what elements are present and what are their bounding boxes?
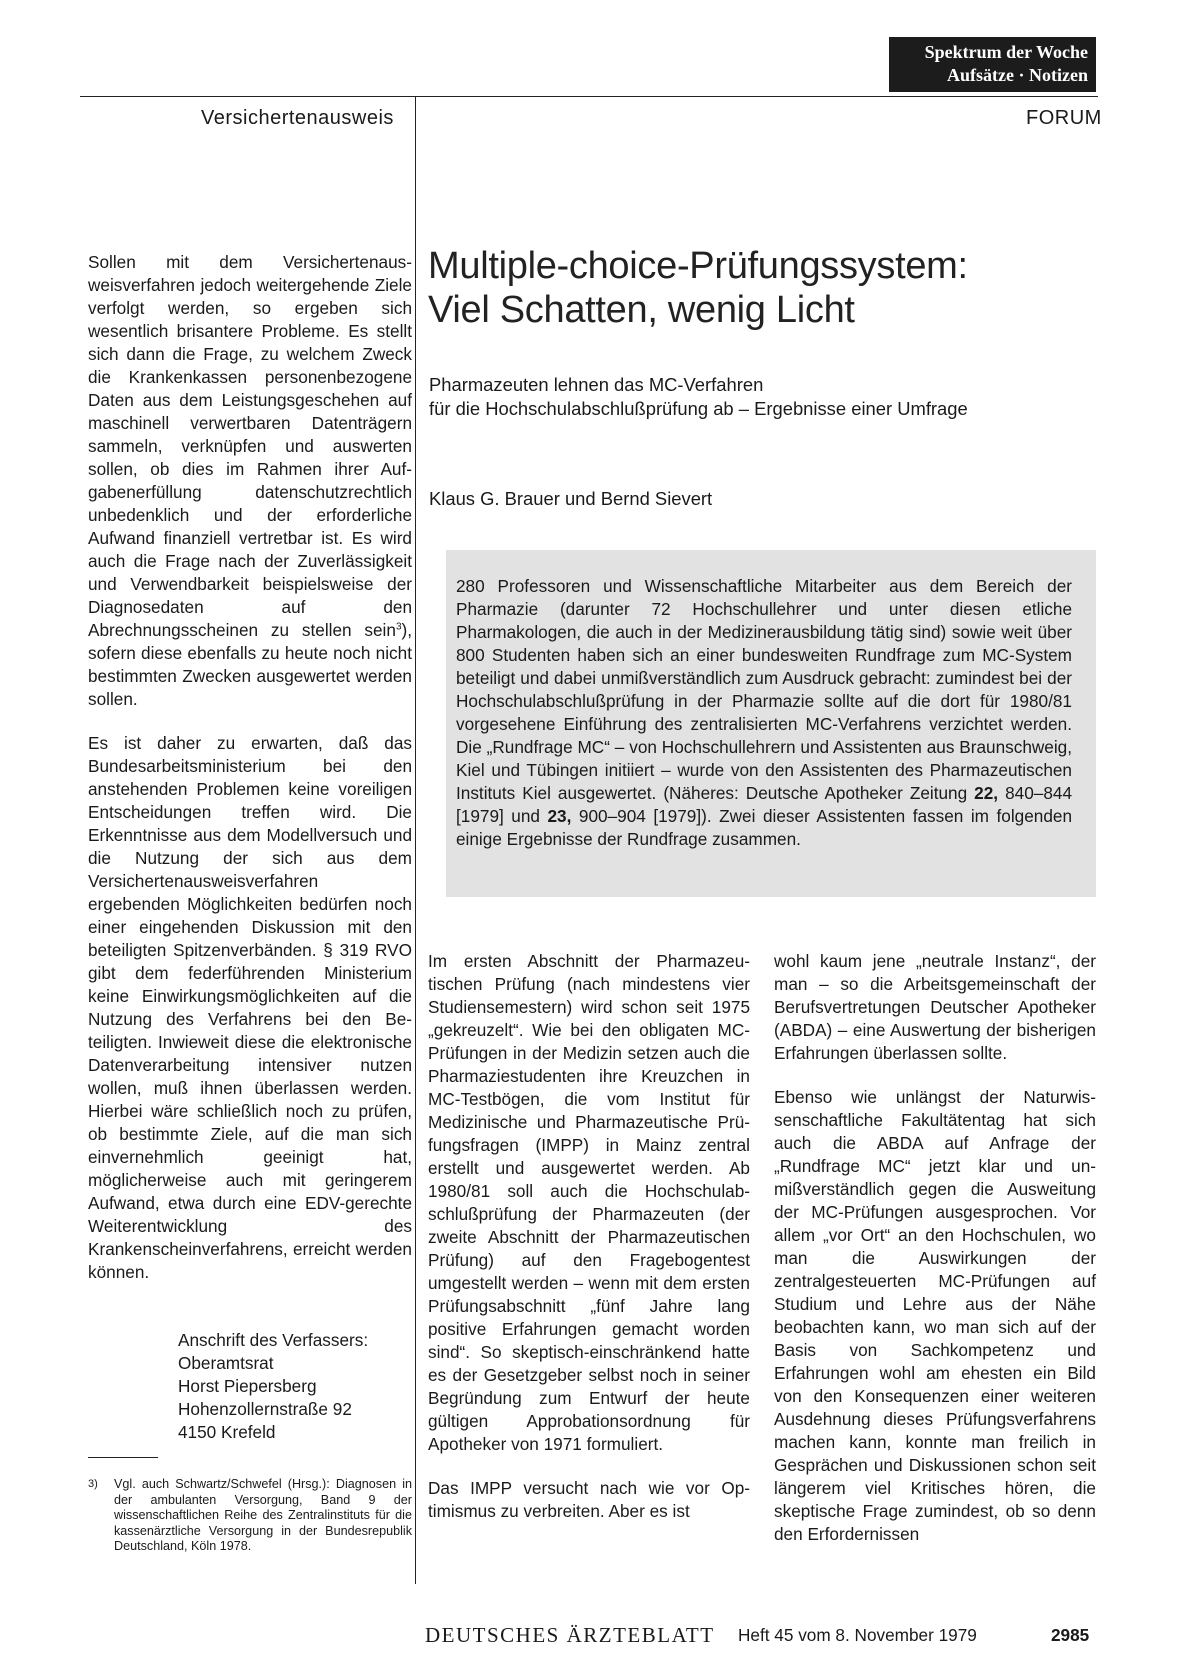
section-label-right: FORUM	[1026, 107, 1102, 129]
page-number: 2985	[1051, 1625, 1090, 1645]
left-paragraph-1: Sollen mit dem Versichertenausweisverfahren jedoch weitergehende Ziele verfolgt werden, so ergeben sich wesentlich brisantere Probleme. Es stellt sich dann die Frage, zu welchem Zweck die Krankenkassen personenbezogene Daten aus dem Leistungsgeschehen auf maschinell verwertbaren Datenträgern sammeln, verknüpfen und auswerten sollen, ob dies im Rahmen ihrer Aufgabenerfüllung datenschutzrechtlich unbedenklich und der erforderliche Aufwand finanziell vertretbar ist. Es wird auch die Frage nach der Zuverlässigkeit und Verwendbarkeit beispielsweise der Diagnosedaten auf den Abrechnungsscheinen zu stellen sein$^3$), sofern diese ebenfalls zu heute noch nicht bestimmten Zwecken ausgewertet werden sollen.	[88, 252, 412, 709]
badge-line-2: Aufsätze · Notizen	[947, 65, 1088, 85]
footnote-rule	[88, 1457, 158, 1458]
footnote	[88, 1477, 412, 1555]
address-line: Horst Piepersberg	[178, 1376, 317, 1396]
article-subtitle	[429, 373, 1109, 421]
footnote-ref: 3	[395, 621, 402, 633]
section-label-left: Versichertenausweis	[201, 107, 394, 129]
left-column-text	[88, 251, 412, 1305]
volume-number: 23,	[547, 806, 572, 826]
body-column-middle	[428, 950, 750, 1544]
abstract-text: 280 Professoren und Wissenschaftliche Mitarbeiter aus dem Bereich der Pharmazie (darunter 72 Hochschullehrer und unter diesen etliche Pharmakologen, die auch in der Medizinerausbildung tätig sind) sowie weit über 800 Studenten haben sich an einer bundesweiten Rundfrage zum MC-System beteiligt und dabei unmißverständlich zum Ausdruck gebracht: zumindest bei der Hochschulabschlußprüfung in der Pharmazie sollte auf die dort für 1980/81 vorgesehene Einführung des zentralisierten MC-Verfahrens verzichtet werden. Die „Rundfrage MC“ – von Hochschullehrern und Assistenten aus Braunschweig, Kiel und Tübingen initiiert – wurde von den Assistenten des Pharmazeutischen Instituts Kiel ausgewertet. (Näheres: Deutsche Apotheker Zeitung 22, 840–844 [1979] und 23, 900–904 [1979]). Zwei dieser Assistenten fassen im folgenden einige Ergebnisse der Rundfrage zusammen.	[456, 576, 1072, 849]
address-line: Hohenzollernstraße 92	[178, 1399, 352, 1419]
badge-line-1: Spektrum der Woche	[924, 42, 1088, 62]
title-line-1: Multiple-choice-Prüfungssystem:	[428, 245, 968, 287]
subtitle-line-1: Pharmazeuten lehnen das MC-Verfahren	[429, 374, 764, 395]
header-rule-left	[80, 96, 416, 97]
footnote-mark: 3)	[88, 1478, 98, 1490]
body-paragraph: wohl kaum jene „neutrale Instanz“, der man – so die Arbeitsgemeinschaft der Berufsvertretungen Deutscher Apotheker (ABDA) – eine Auswertung der bisherigen Erfahrungen überlassen sollte.	[774, 951, 1096, 1063]
footnote-text: Vgl. auch Schwartz/Schwefel (Hrsg.): Diagnosen in der ambulanten Versorgung, Band 9 der wissenschaftlichen Reihe des Zentralinstituts für die kassenärztliche Versorgung in der Bundesrepublik Deutschland, Köln 1978.	[114, 1477, 412, 1553]
body-paragraph: Im ersten Abschnitt der Pharmazeutischen Prüfung (nach mindestens vier Studiensemestern) wird schon seit 1975 „gekreuzelt“. Wie bei den obligaten MC-Prüfungen in der Medizin setzen auch die Pharmaziestudenten ihre Kreuzchen in MC-Testbögen, die vom Institut für Medizinische und Pharmazeutische Prüfungsfragen (IMPP) in Mainz zentral erstellt und ausgewertet werden. Ab 1980/81 soll auch die Hochschulabschlußprüfung der Pharmazeuten (der zweite Abschnitt der Pharmazeutischen Prüfung) auf den Fragebogentest umgestellt werden – wenn mit dem ersten Prüfungsabschnitt „fünf Jahre lang positive Erfahrungen gemacht worden sind“. So skeptisch-einschränkend hatte es der Gesetzgeber selbst noch in seiner Begründung zum Entwurf der heute gültigen Approbationsordnung für Apotheker von 1971 formuliert.	[428, 951, 750, 1454]
journal-name: DEUTSCHES ÄRZTEBLATT	[425, 1623, 715, 1647]
body-column-right	[774, 950, 1096, 1567]
address-line: Anschrift des Verfassers:	[178, 1330, 369, 1350]
subtitle-line-2: für die Hochschulabschlußprüfung ab – Ergebnisse einer Umfrage	[429, 398, 968, 419]
section-badge	[889, 37, 1096, 92]
address-line: Oberamtsrat	[178, 1353, 274, 1373]
body-paragraph: Das IMPP versucht nach wie vor Optimismus zu verbreiten. Aber es ist	[428, 1478, 750, 1521]
article-authors: Klaus G. Brauer und Bernd Sievert	[429, 488, 713, 509]
author-address	[178, 1329, 418, 1444]
volume-number: 22,	[974, 783, 999, 803]
address-line: 4150 Krefeld	[178, 1422, 276, 1442]
left-paragraph-2: Es ist daher zu erwarten, daß das Bundesarbeitsministerium bei den anstehenden Problemen keine voreiligen Entscheidungen treffen wird. Die Erkenntnisse aus dem Modellversuch und die Nutzung der sich aus dem Versichertenausweisverfahren ergebenden Möglichkeiten bedürfen noch einer eingehenden Diskussion mit den beteiligten Spitzenverbänden. § 319 RVO gibt dem federführenden Ministerium keine Einwirkungsmöglichkeiten auf die Nutzung des Verfahrens bei den Beteiligten. Inwieweit diese die elektronische Datenverarbeitung intensiver nutzen wollen, muß ihnen überlassen werden. Hierbei wäre schließlich noch zu prüfen, ob bestimmte Ziele, auf die man sich einvernehmlich geeinigt hat, möglicherweise auch mit geringerem Aufwand, etwa durch eine EDV-gerechte Weiterentwicklung des Krankenscheinverfahrens, erreicht werden können.	[88, 733, 412, 1282]
article-title	[428, 244, 1108, 332]
header-rule-right	[416, 96, 1098, 97]
title-line-2: Viel Schatten, wenig Licht	[428, 289, 855, 331]
body-paragraph: Ebenso wie unlängst der Naturwissenschaftliche Fakultätentag hat sich auch die ABDA auf Anfrage der „Rundfrage MC“ jetzt klar und unmißverständlich gegen die Ausweitung der MC-Prüfungen ausgesprochen. Vor allem „vor Ort“ an den Hochschulen, wo man die Auswirkungen der zentralgesteuerten MC-Prüfungen auf Studium und Lehre aus der Nähe beobachten kann, wo man sich auf der Basis von Sachkompetenz und Erfahrungen wohl am ehesten ein Bild von den Konsequenzen einer weiteren Ausdehnung dieses Prüfungsverfahrens machen kann, konnte man freilich in Gesprächen und Diskussionen schon seit längerem viel Kritisches hören, die skeptische Frage zumindest, ob so denn den Erfordernissen	[774, 1087, 1096, 1544]
issue-info: Heft 45 vom 8. November 1979	[738, 1625, 977, 1645]
